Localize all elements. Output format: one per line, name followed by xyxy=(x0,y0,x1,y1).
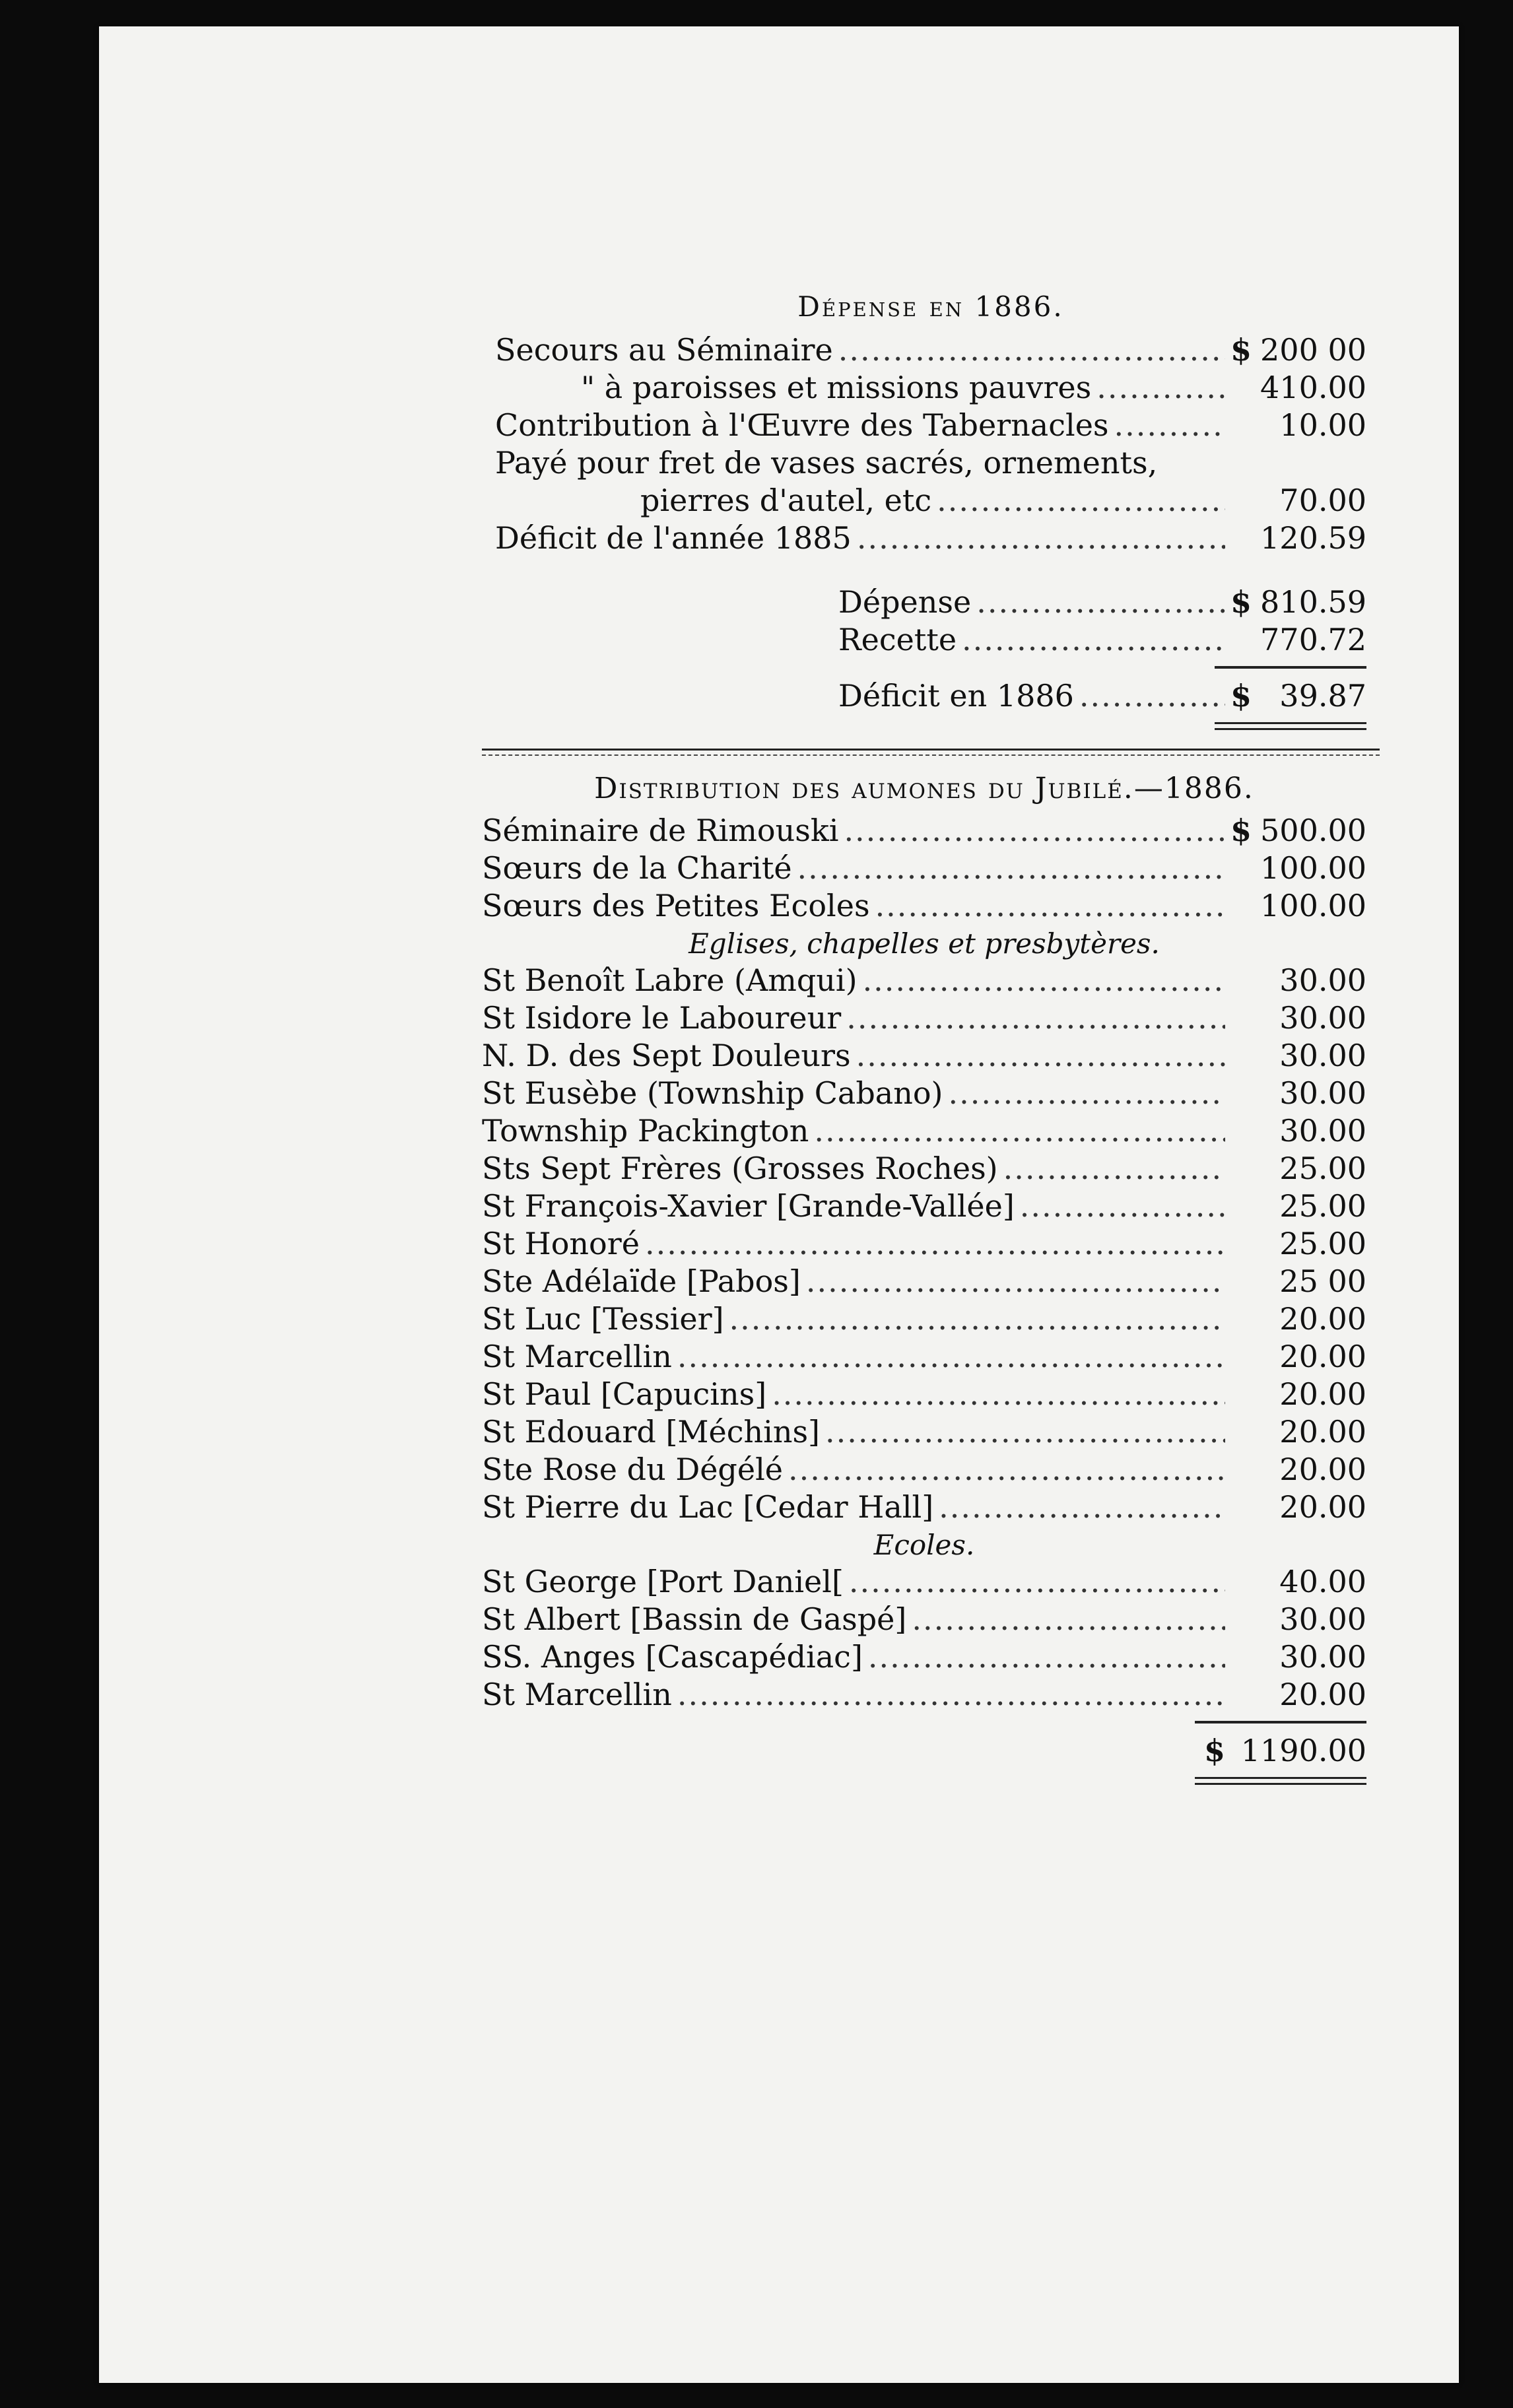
distribution-row-amount: 100.00 xyxy=(1260,888,1366,923)
depense-row-label: Secours au Séminaire xyxy=(495,332,833,368)
church-row-label: Ste Rose du Dégélé xyxy=(482,1452,784,1487)
school-row xyxy=(482,1677,1366,1714)
church-row-amount: 25.00 xyxy=(1279,1226,1366,1261)
leader-dots xyxy=(788,1452,1225,1487)
distribution-row-dollar: $ xyxy=(1230,813,1252,848)
leader-dots xyxy=(838,332,1225,368)
schools-heading: Ecoles. xyxy=(873,1529,975,1561)
church-row-label: St Pierre du Lac [Cedar Hall] xyxy=(482,1489,934,1525)
distribution-section xyxy=(482,769,1366,1785)
churches-list xyxy=(482,962,1366,1527)
church-row-amount: 25.00 xyxy=(1279,1151,1366,1186)
leader-dots xyxy=(868,1639,1225,1675)
depense-row-amount: 120.59 xyxy=(1260,520,1366,556)
church-row-label: St Benoît Labre (Amqui) xyxy=(482,962,857,998)
depense-row-label: pierres d'autel, etc xyxy=(640,483,932,518)
school-row xyxy=(482,1564,1366,1601)
church-row-label: Township Packington xyxy=(482,1113,809,1149)
total-dollar: $ xyxy=(1204,1733,1226,1768)
church-row xyxy=(482,1263,1366,1301)
church-row-label: N. D. des Sept Douleurs xyxy=(482,1038,851,1073)
church-row-label: Sts Sept Frères (Grosses Roches) xyxy=(482,1151,998,1186)
church-row xyxy=(482,1489,1366,1527)
depense-summary xyxy=(838,584,1366,730)
total-rule xyxy=(1195,1721,1366,1723)
summary-row-amount: 810.59 xyxy=(1260,584,1366,620)
distribution-row-amount: 100.00 xyxy=(1260,850,1366,886)
church-row-label: St Luc [Tessier] xyxy=(482,1301,724,1337)
distribution-row-label: Séminaire de Rimouski xyxy=(482,813,839,848)
leader-dots xyxy=(856,1038,1225,1073)
depense-row-label: " à paroisses et missions pauvres xyxy=(581,370,1092,405)
distribution-row xyxy=(482,813,1366,850)
church-row-amount: 30.00 xyxy=(1279,1075,1366,1111)
depense-row-label: Contribution à l'Œuvre des Tabernacles xyxy=(495,407,1109,443)
leader-dots xyxy=(729,1301,1225,1337)
leader-dots xyxy=(1003,1151,1225,1186)
schools-list xyxy=(482,1564,1366,1714)
summary-row-amount: 770.72 xyxy=(1260,622,1366,657)
church-row-label: St Marcellin xyxy=(482,1339,672,1374)
leader-dots xyxy=(976,584,1225,620)
depense-row xyxy=(495,445,1366,483)
paper-page xyxy=(99,26,1459,2383)
leader-dots xyxy=(814,1113,1225,1149)
leader-dots xyxy=(1114,407,1225,443)
leader-dots xyxy=(825,1414,1225,1450)
church-row-amount: 30.00 xyxy=(1279,1038,1366,1073)
church-row-label: St François-Xavier [Grande-Vallée] xyxy=(482,1188,1015,1224)
school-row-amount: 30.00 xyxy=(1279,1639,1366,1675)
distribution-top-list xyxy=(482,813,1366,925)
depense-row xyxy=(495,332,1366,370)
school-row-amount: 40.00 xyxy=(1279,1564,1366,1599)
leader-dots xyxy=(846,1000,1225,1036)
summary-row xyxy=(838,584,1366,622)
school-row-label: St Albert [Bassin de Gaspé] xyxy=(482,1601,907,1637)
school-row-amount: 30.00 xyxy=(1279,1601,1366,1637)
distribution-row-amount: 500.00 xyxy=(1260,813,1366,848)
leader-dots xyxy=(1020,1188,1225,1224)
summary-row-label: Dépense xyxy=(838,584,972,620)
church-row-label: St Eusèbe (Township Cabano) xyxy=(482,1075,943,1111)
church-row-label: St Paul [Capucins] xyxy=(482,1376,767,1412)
school-row-label: St George [Port Daniel[ xyxy=(482,1564,844,1599)
leader-dots xyxy=(948,1075,1225,1111)
depense-row-label: Payé pour fret de vases sacrés, ornements, xyxy=(495,445,1158,481)
depense-row-label: Déficit de l'année 1885 xyxy=(495,520,852,556)
leader-dots xyxy=(849,1564,1225,1599)
deficit-double-rule xyxy=(1215,722,1366,730)
church-row xyxy=(482,1226,1366,1263)
church-row xyxy=(482,1339,1366,1376)
church-row-label: Ste Adélaïde [Pabos] xyxy=(482,1263,801,1299)
school-row xyxy=(482,1601,1366,1639)
church-row-label: St Edouard [Méchins] xyxy=(482,1414,820,1450)
depense-row-amount: 410.00 xyxy=(1260,370,1366,405)
leader-dots xyxy=(937,483,1225,518)
church-row-amount: 20.00 xyxy=(1279,1339,1366,1374)
leader-dots xyxy=(844,813,1225,848)
church-row-amount: 30.00 xyxy=(1279,962,1366,998)
school-row-label: SS. Anges [Cascapédiac] xyxy=(482,1639,863,1675)
church-row-amount: 20.00 xyxy=(1279,1452,1366,1487)
leader-dots xyxy=(677,1677,1225,1712)
school-row-label: St Marcellin xyxy=(482,1677,672,1712)
depense-row xyxy=(495,483,1366,520)
leader-dots xyxy=(863,962,1225,998)
leader-dots xyxy=(797,850,1225,886)
church-row xyxy=(482,1151,1366,1188)
church-row-amount: 25 00 xyxy=(1279,1263,1366,1299)
depense-row xyxy=(495,407,1366,445)
distribution-row xyxy=(482,850,1366,888)
church-row-label: St Isidore le Laboureur xyxy=(482,1000,842,1036)
summary-row xyxy=(838,622,1366,659)
distribution-heading: Distribution des aumones du Jubilé.—1886. xyxy=(594,772,1254,805)
church-row-amount: 20.00 xyxy=(1279,1301,1366,1337)
deficit-label: Déficit en 1886 xyxy=(838,678,1074,714)
church-row-label: St Honoré xyxy=(482,1226,640,1261)
section-separator xyxy=(482,749,1380,756)
leader-dots xyxy=(875,888,1225,923)
leader-dots xyxy=(772,1376,1225,1412)
total-double-rule xyxy=(1195,1777,1366,1785)
church-row xyxy=(482,1113,1366,1151)
spacer xyxy=(495,558,1366,584)
church-row-amount: 30.00 xyxy=(1279,1113,1366,1149)
church-row-amount: 25.00 xyxy=(1279,1188,1366,1224)
church-row-amount: 20.00 xyxy=(1279,1414,1366,1450)
depense-heading: Dépense en 1886. xyxy=(797,290,1064,323)
church-row xyxy=(482,1188,1366,1226)
church-row xyxy=(482,1000,1366,1038)
leader-dots xyxy=(806,1263,1225,1299)
leader-dots xyxy=(857,520,1225,556)
depense-row xyxy=(495,370,1366,407)
summary-row-label: Recette xyxy=(838,622,957,657)
distribution-row xyxy=(482,888,1366,925)
church-row xyxy=(482,1376,1366,1414)
church-row xyxy=(482,1075,1366,1113)
leader-dots xyxy=(939,1489,1225,1525)
deficit-row xyxy=(838,678,1366,716)
school-row xyxy=(482,1639,1366,1677)
depense-row-amount: 200 00 xyxy=(1260,332,1366,368)
church-row xyxy=(482,962,1366,1000)
distribution-row-label: Sœurs de la Charité xyxy=(482,850,792,886)
summary-rule xyxy=(1215,666,1366,669)
leader-dots xyxy=(1079,678,1225,714)
depense-row-amount: 70.00 xyxy=(1279,483,1366,518)
churches-heading: Eglises, chapelles et presbytères. xyxy=(689,927,1160,960)
summary-row-dollar: $ xyxy=(1230,584,1252,620)
church-row-amount: 20.00 xyxy=(1279,1376,1366,1412)
depense-row xyxy=(495,520,1366,558)
leader-dots xyxy=(677,1339,1225,1374)
deficit-amount: 39.87 xyxy=(1279,678,1366,714)
church-row-amount: 20.00 xyxy=(1279,1489,1366,1525)
leader-dots xyxy=(962,622,1225,657)
leader-dots xyxy=(1096,370,1225,405)
church-row xyxy=(482,1038,1366,1075)
leader-dots xyxy=(645,1226,1225,1261)
church-row xyxy=(482,1452,1366,1489)
depense-row-dollar: $ xyxy=(1230,332,1252,368)
document-body xyxy=(482,287,1366,1794)
church-row xyxy=(482,1301,1366,1339)
school-row-amount: 20.00 xyxy=(1279,1677,1366,1712)
depense-row-amount: 10.00 xyxy=(1279,407,1366,443)
depense-list xyxy=(495,332,1366,558)
leader-dots xyxy=(912,1601,1225,1637)
deficit-dollar: $ xyxy=(1230,678,1252,714)
total-row xyxy=(482,1733,1366,1770)
distribution-row-label: Sœurs des Petites Ecoles xyxy=(482,888,870,923)
total-amount: 1190.00 xyxy=(1240,1733,1366,1768)
church-row-amount: 30.00 xyxy=(1279,1000,1366,1036)
church-row xyxy=(482,1414,1366,1452)
